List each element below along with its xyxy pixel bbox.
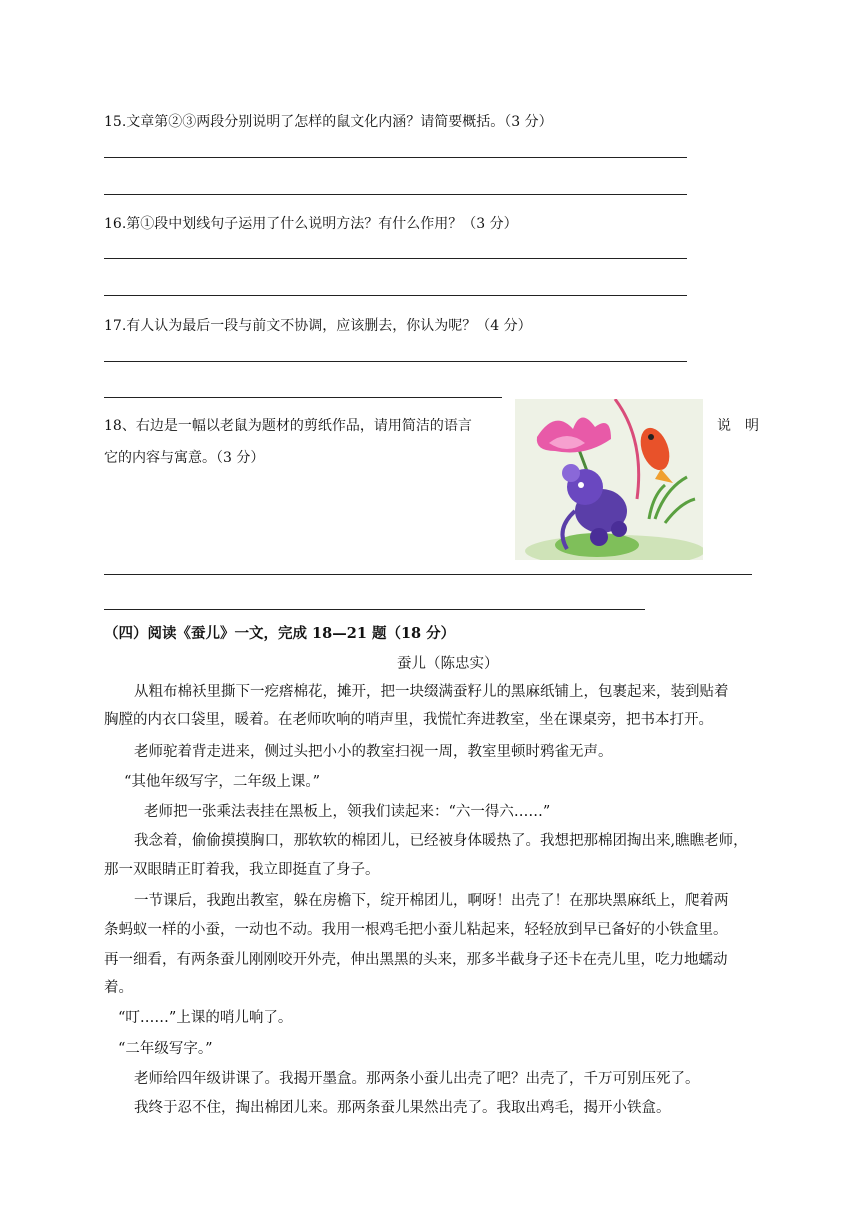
passage-line: 一节课后，我跑出教室，躲在房檐下，绽开棉团儿，啊呀！出壳了！在那块黑麻纸上，爬着两: [134, 893, 729, 909]
passage-line: 老师给四年级讲课了。我揭开墨盒。那两条小蚕儿出壳了吧？出壳了，千万可别压死了。: [134, 1071, 700, 1087]
section-heading: （四）阅读《蚕儿》一文，完成 18—21 题（18 分）: [104, 625, 456, 642]
passage-line: 我念着，偷偷摸摸胸口，那软软的棉团儿，已经被身体暖热了。我想把那棉团掏出来,瞧瞧老师，: [134, 833, 748, 849]
passage-line: 胸膛的内衣口袋里，暖着。在老师吹响的哨声里，我慌忙奔进教室，坐在课桌旁，把书本打开。: [104, 712, 713, 728]
passage-line: 老师驼着背走进来，侧过头把小小的教室扫视一周，教室里顿时鸦雀无声。: [134, 744, 613, 760]
passage-line: “二年级写字。”: [118, 1041, 213, 1057]
answer-line[interactable]: [104, 258, 687, 259]
passage-line: 老师把一张乘法表挂在黑板上，领我们读起来：“六一得六……”: [144, 804, 551, 820]
question-15: 15.文章第②③两段分别说明了怎样的鼠文化内涵？请简要概括。（3 分）: [104, 114, 553, 130]
answer-line[interactable]: [104, 397, 502, 398]
question-18-line1: 18、右边是一幅以老鼠为题材的剪纸作品，请用简洁的语言: [104, 418, 472, 434]
passage-line: 再一细看，有两条蚕儿刚刚咬开外壳，伸出黑黑的头来，那多半截身子还卡在壳儿里，吃力地蠕动: [104, 952, 728, 968]
paper-cut-mouse-image: [515, 399, 703, 560]
answer-line[interactable]: [104, 295, 687, 296]
passage-line: 从粗布棉袄里撕下一疙瘩棉花，摊开，把一块缀满蚕籽儿的黑麻纸铺上，包裹起来，装到贴着: [134, 684, 729, 700]
question-16: 16.第①段中划线句子运用了什么说明方法？有什么作用？（3 分）: [104, 216, 518, 232]
answer-line[interactable]: [104, 157, 687, 158]
passage-line: “叮……”上课的哨儿响了。: [118, 1010, 293, 1026]
question-18-line2: 它的内容与寓意。（3 分）: [104, 450, 265, 466]
passage-line: 我终于忍不住，掏出棉团儿来。那两条蚕儿果然出壳了。我取出鸡毛，揭开小铁盒。: [134, 1100, 671, 1116]
passage-line: 着。: [104, 980, 133, 996]
passage-line: 条蚂蚁一样的小蚕，一动也不动。我用一根鸡毛把小蚕儿粘起来，轻轻放到早已备好的小铁盒里。: [104, 922, 728, 938]
answer-line[interactable]: [104, 574, 752, 575]
answer-line[interactable]: [104, 361, 687, 362]
question-18-tail: 说 明: [717, 418, 759, 434]
article-title: 蚕儿（陈忠实）: [397, 656, 499, 672]
passage-line: “其他年级写字，二年级上课。”: [124, 774, 321, 790]
question-17: 17.有人认为最后一段与前文不协调，应该删去，你认为呢？（4 分）: [104, 318, 532, 334]
answer-line[interactable]: [104, 194, 687, 195]
passage-line: 那一双眼睛正盯着我，我立即挺直了身子。: [104, 862, 380, 878]
answer-line[interactable]: [104, 609, 645, 610]
